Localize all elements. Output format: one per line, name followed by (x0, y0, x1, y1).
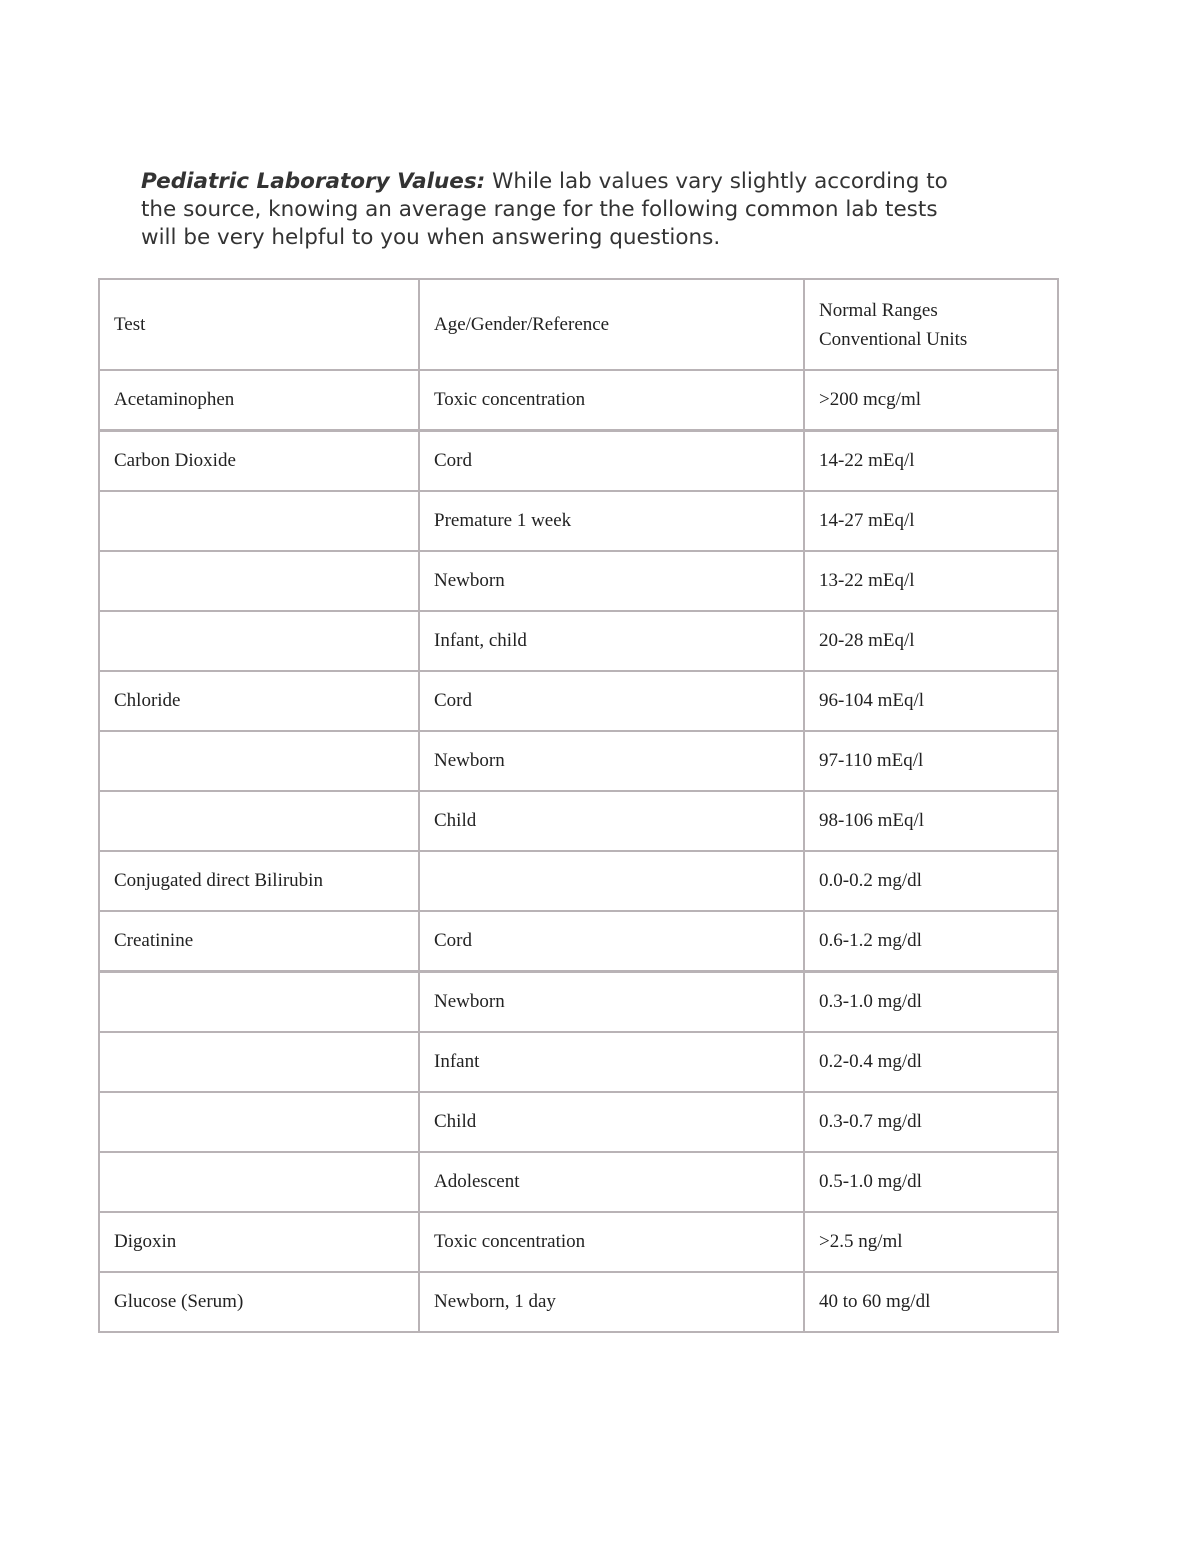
cell-range: >2.5 ng/ml (804, 1212, 1058, 1272)
table-header-row (99, 279, 1058, 370)
cell-range: 0.3-1.0 mg/dl (804, 972, 1058, 1033)
cell-range: 14-22 mEq/l (804, 431, 1058, 492)
table-row (99, 911, 1058, 972)
cell-age: Infant, child (419, 611, 804, 671)
cell-age: Cord (419, 911, 804, 972)
cell-test (99, 791, 419, 851)
cell-range: 98-106 mEq/l (804, 791, 1058, 851)
cell-age: Adolescent (419, 1152, 804, 1212)
cell-age: Newborn (419, 731, 804, 791)
cell-age: Toxic concentration (419, 1212, 804, 1272)
intro-paragraph (141, 168, 1041, 252)
header-range-line-1: Normal Ranges (819, 299, 938, 321)
table-row (99, 431, 1058, 492)
cell-test: Digoxin (99, 1212, 419, 1272)
table-row (99, 972, 1058, 1033)
cell-range: 14-27 mEq/l (804, 491, 1058, 551)
cell-age: Child (419, 1092, 804, 1152)
header-age-gender-reference: Age/Gender/Reference (419, 279, 804, 370)
lab-values-table (98, 278, 1059, 1333)
table-row (99, 1272, 1058, 1332)
intro-line-2: the source, knowing an average range for the following common lab tests (141, 197, 938, 222)
cell-test (99, 551, 419, 611)
cell-age: Toxic concentration (419, 370, 804, 431)
cell-range: 40 to 60 mg/dl (804, 1272, 1058, 1332)
intro-line-1-rest: While lab values vary slightly according to (485, 169, 948, 194)
cell-test: Glucose (Serum) (99, 1272, 419, 1332)
cell-age: Child (419, 791, 804, 851)
table-row (99, 791, 1058, 851)
header-normal-ranges (804, 279, 1058, 370)
cell-test: Acetaminophen (99, 370, 419, 431)
cell-age: Newborn (419, 551, 804, 611)
cell-test: Conjugated direct Bilirubin (99, 851, 419, 911)
cell-test: Chloride (99, 671, 419, 731)
cell-age: Infant (419, 1032, 804, 1092)
cell-range: 0.3-0.7 mg/dl (804, 1092, 1058, 1152)
cell-range: 0.6-1.2 mg/dl (804, 911, 1058, 972)
header-test: Test (99, 279, 419, 370)
cell-test (99, 491, 419, 551)
table-row (99, 370, 1058, 431)
cell-range: 0.2-0.4 mg/dl (804, 1032, 1058, 1092)
intro-line-1 (141, 168, 1041, 196)
cell-range: 97-110 mEq/l (804, 731, 1058, 791)
cell-range: 0.0-0.2 mg/dl (804, 851, 1058, 911)
table-row (99, 611, 1058, 671)
table-row (99, 1152, 1058, 1212)
cell-range: 20-28 mEq/l (804, 611, 1058, 671)
cell-age: Premature 1 week (419, 491, 804, 551)
table-row (99, 1212, 1058, 1272)
header-range-line-2: Conventional Units (819, 328, 968, 350)
cell-test (99, 1032, 419, 1092)
table-row (99, 491, 1058, 551)
table-row (99, 671, 1058, 731)
cell-test (99, 731, 419, 791)
cell-age: Cord (419, 431, 804, 492)
cell-test (99, 1092, 419, 1152)
table-row (99, 731, 1058, 791)
cell-age: Newborn, 1 day (419, 1272, 804, 1332)
table-row (99, 551, 1058, 611)
cell-age (419, 851, 804, 911)
table-row (99, 1032, 1058, 1092)
cell-range: 13-22 mEq/l (804, 551, 1058, 611)
intro-line-3: will be very helpful to you when answering questions. (141, 225, 721, 250)
table-row (99, 851, 1058, 911)
table-row (99, 1092, 1058, 1152)
cell-age: Cord (419, 671, 804, 731)
intro-lead: Pediatric Laboratory Values: (141, 169, 486, 194)
cell-test (99, 972, 419, 1033)
cell-test: Carbon Dioxide (99, 431, 419, 492)
cell-test: Creatinine (99, 911, 419, 972)
cell-test (99, 611, 419, 671)
cell-age: Newborn (419, 972, 804, 1033)
cell-range: 96-104 mEq/l (804, 671, 1058, 731)
cell-test (99, 1152, 419, 1212)
cell-range: >200 mcg/ml (804, 370, 1058, 431)
cell-range: 0.5-1.0 mg/dl (804, 1152, 1058, 1212)
